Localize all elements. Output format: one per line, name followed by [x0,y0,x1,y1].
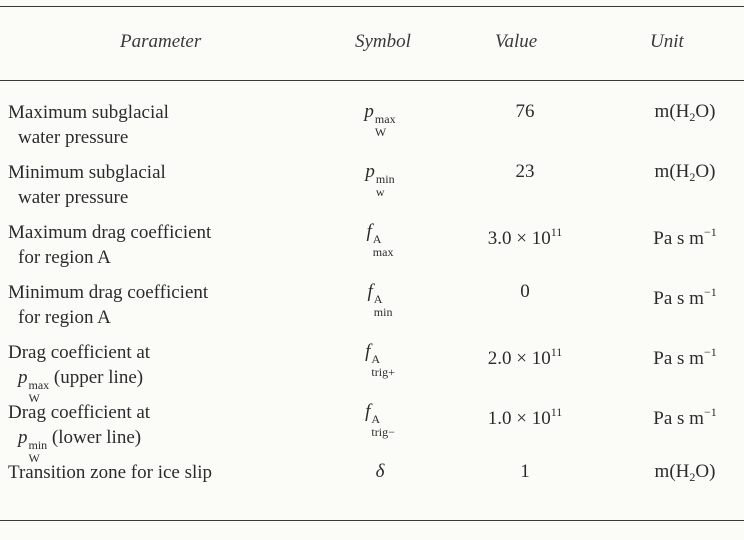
symbol-sup: max [374,112,396,126]
unit-exponent: −1 [703,345,717,359]
header-parameter: Parameter [120,31,202,52]
unit-cell [630,159,740,190]
unit-main: Pa s m [653,288,704,309]
unit-post: O) [695,101,716,122]
symbol-base: δ [375,461,385,482]
unit-sub: 2 [689,470,696,484]
table-row [0,391,744,465]
value-cell [465,339,585,372]
value-cell [465,219,585,252]
unit-cell [630,279,740,312]
symbol-cell [330,99,430,139]
symbol-sup: A [372,232,382,246]
parameter-line2: water pressure [18,187,129,208]
value-cell: 76 [515,101,535,122]
unit-post: O) [695,161,716,182]
symbol-cell [330,339,430,379]
parameter-line2: water pressure [18,127,129,148]
table-row [0,214,744,274]
symbol-sub: min [373,305,393,319]
inline-symbol-base: p [18,367,28,388]
value-exponent: 11 [550,345,563,359]
value-cell: 1 [520,461,530,482]
symbol-sup: A [371,352,381,366]
unit-main: Pa s m [653,348,704,369]
symbol-base: f [366,221,372,242]
header-symbol: Symbol [355,31,411,52]
parameter-line1: Transition zone for ice slip [8,462,213,483]
parameter-line2-rest: (upper line) [49,367,144,388]
symbol-sup: min [375,172,395,186]
inline-symbol-sup: min [28,438,48,452]
unit-main: Pa s m [653,408,704,429]
parameter-line2: for region A [18,247,111,268]
unit-cell [630,399,740,432]
parameter-line2-rest: (lower line) [47,427,142,448]
symbol-sub: trig+ [371,365,395,379]
value-mantissa: 2.0 × 10 [487,348,551,369]
unit-cell [630,219,740,252]
symbol-cell [330,279,430,319]
symbol-cell [330,159,430,199]
header-unit: Unit [650,31,684,52]
parameter-line1: Drag coefficient at [8,342,151,363]
table-row [0,274,744,334]
symbol-base: p [365,161,375,182]
value-cell: 23 [515,161,535,182]
value-mantissa: 1.0 × 10 [487,408,551,429]
parameter-line1: Minimum subglacial [8,162,166,183]
parameter-line1: Drag coefficient at [8,402,151,423]
parameter-line1: Minimum drag coefficient [8,282,209,303]
inline-symbol-sub: W [28,451,40,465]
unit-pre: m(H [654,461,690,482]
unit-pre: m(H [654,161,690,182]
symbol-sub: W [374,125,387,139]
header-value: Value [495,31,538,52]
symbol-sub: max [372,245,394,259]
table-top-rule [0,6,744,7]
parameter-line1: Maximum subglacial [8,102,169,123]
unit-cell [630,339,740,372]
inline-symbol-sub: W [28,391,40,405]
symbol-base: f [367,281,373,302]
inline-symbol-sup: max [28,378,50,392]
symbol-sub: trig− [371,425,395,439]
unit-pre: m(H [654,101,690,122]
unit-main: Pa s m [653,228,704,249]
unit-exponent: −1 [703,405,717,419]
table-row [0,451,744,514]
value-cell [465,399,585,432]
parameter-line1: Maximum drag coefficient [8,222,212,243]
value-cell: 0 [520,281,530,302]
symbol-sup: A [373,292,383,306]
unit-sub: 2 [689,170,696,184]
unit-post: O) [695,461,716,482]
symbol-sup: A [371,412,381,426]
symbol-base: f [365,401,371,422]
unit-sub: 2 [689,110,696,124]
unit-exponent: −1 [703,225,717,239]
symbol-cell [330,399,430,439]
value-exponent: 11 [550,225,563,239]
table-row [0,94,744,154]
value-exponent: 11 [550,405,563,419]
unit-cell [630,459,740,490]
unit-cell [630,99,740,130]
parameter-line2: for region A [18,307,111,328]
symbol-base: f [365,341,371,362]
table-row [0,154,744,214]
symbol-cell [330,459,430,485]
table-bottom-rule [0,520,744,521]
symbol-sub: w [375,185,385,199]
inline-symbol-base: p [18,427,28,448]
value-mantissa: 3.0 × 10 [487,228,551,249]
symbol-cell [330,219,430,259]
table-row [0,334,744,405]
symbol-base: p [364,101,374,122]
table-header-rule [0,80,744,81]
unit-exponent: −1 [703,285,717,299]
